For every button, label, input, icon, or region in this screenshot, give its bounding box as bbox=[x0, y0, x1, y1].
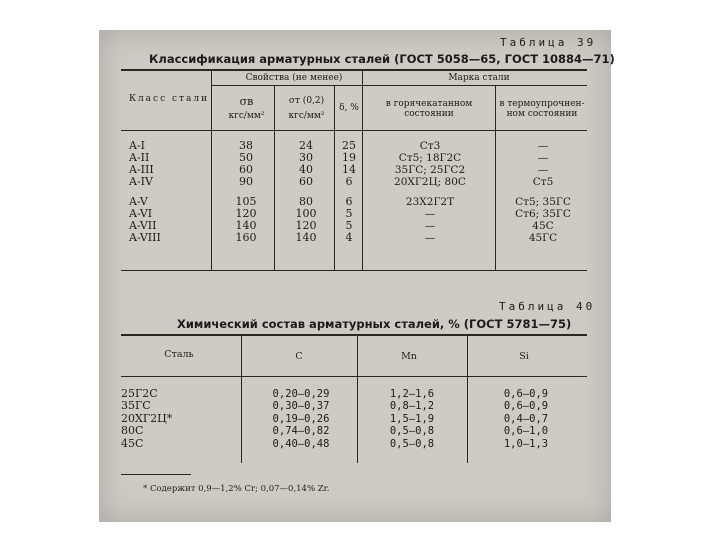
table-39-number: Таблица 39 bbox=[500, 36, 597, 49]
table-cell: 100 bbox=[295, 207, 317, 220]
table-cell: — bbox=[424, 220, 436, 232]
table-40-divider bbox=[467, 335, 468, 463]
table-cell: 19 bbox=[342, 151, 356, 164]
table-cell: — bbox=[537, 164, 549, 176]
mn-column bbox=[367, 388, 457, 450]
header-sigma-t-unit: кгс/мм² bbox=[288, 111, 325, 121]
table-cell: 90 bbox=[239, 175, 253, 188]
table-cell: 14 bbox=[342, 163, 356, 176]
table-39-header-rule bbox=[121, 130, 587, 131]
table-39-top-rule bbox=[121, 69, 587, 71]
table-cell: 0,40—0,48 bbox=[272, 437, 330, 450]
table-cell: 60 bbox=[239, 163, 253, 176]
header-hot-rolled: в горячекатанном состоянии bbox=[385, 99, 473, 120]
table-40-number: Таблица 40 bbox=[499, 300, 596, 313]
scanned-page bbox=[99, 30, 615, 522]
table-cell: 20ХГ2Ц; 80С bbox=[394, 176, 466, 188]
header-sigma-t: σт (0,2) bbox=[288, 96, 325, 106]
table-cell: 45ГС bbox=[528, 232, 558, 244]
table-cell: 0,30—0,37 bbox=[272, 400, 330, 413]
table-cell: 0,5—0,8 bbox=[389, 437, 435, 450]
table-40-divider bbox=[357, 335, 358, 463]
table-cell: 5 bbox=[345, 219, 353, 232]
header-grade: Марка стали bbox=[448, 73, 510, 83]
table-cell: A-VII bbox=[129, 219, 157, 232]
table-cell: 38 bbox=[239, 139, 253, 152]
table-cell: 5 bbox=[345, 207, 353, 220]
table-cell: 45С bbox=[121, 436, 144, 450]
table-cell: A-VI bbox=[129, 207, 153, 220]
table-40-top-rule bbox=[121, 334, 587, 336]
table-cell: Ст3 bbox=[419, 140, 441, 152]
table-cell: 20ХГ2Ц* bbox=[121, 411, 173, 425]
table-cell: — bbox=[537, 140, 549, 152]
table-cell: 140 bbox=[295, 231, 317, 244]
table-cell: A-IV bbox=[129, 175, 153, 188]
table-40-footnote: * Содержит 0,9—1,2% Cr; 0,07—0,14% Zr. bbox=[143, 484, 330, 494]
footnote-rule bbox=[121, 474, 191, 475]
table-cell: 80С bbox=[121, 424, 144, 438]
grade-rule bbox=[362, 85, 587, 86]
table-cell: A-V bbox=[129, 195, 148, 208]
table-cell: — bbox=[424, 208, 436, 220]
table-cell: 0,8—1,2 bbox=[389, 400, 435, 413]
sigma-b-column bbox=[221, 140, 271, 244]
table-cell: Ст6; 35ГС bbox=[515, 208, 571, 220]
table-39-divider bbox=[362, 70, 363, 270]
table-cell: 40 bbox=[299, 163, 313, 176]
header-si: Si bbox=[519, 351, 529, 362]
table-cell: 120 bbox=[235, 207, 257, 220]
c-column bbox=[251, 388, 351, 450]
header-delta: δ, % bbox=[339, 103, 359, 113]
table-cell: 24 bbox=[299, 139, 313, 152]
table-cell: 6 bbox=[345, 175, 353, 188]
table-40-title: Химический состав арматурных сталей, % (ГОСТ 5781—75) bbox=[177, 317, 572, 331]
table-cell: 25 bbox=[342, 139, 356, 152]
table-cell: Ст5; 18Г2С bbox=[398, 152, 462, 164]
si-column bbox=[481, 388, 571, 450]
table-cell: 0,6—1,0 bbox=[503, 425, 549, 438]
table-cell: 50 bbox=[239, 151, 253, 164]
table-cell: 30 bbox=[299, 151, 313, 164]
table-cell: 35ГС bbox=[121, 399, 151, 413]
table-cell: 6 bbox=[345, 195, 353, 208]
table-40-divider bbox=[241, 335, 242, 463]
properties-rule bbox=[211, 85, 362, 86]
header-sigma-b: σв bbox=[239, 95, 254, 108]
table-cell: 4 bbox=[345, 231, 353, 244]
table-39-divider bbox=[274, 86, 275, 270]
table-cell: 0,5—0,8 bbox=[389, 425, 435, 438]
header-sigma-b-unit: кгс/мм² bbox=[228, 111, 265, 121]
table-cell: 0,6—0,9 bbox=[503, 388, 549, 400]
steel-column bbox=[121, 388, 211, 450]
table-cell: 1,5—1,9 bbox=[389, 412, 435, 425]
table-cell: A-III bbox=[129, 163, 154, 176]
sigma-t-column bbox=[281, 140, 331, 244]
table-cell: 60 bbox=[299, 175, 313, 188]
table-cell: 120 bbox=[295, 219, 317, 232]
table-cell: Ст5 bbox=[532, 176, 554, 188]
table-cell: 1,2—1,6 bbox=[389, 388, 435, 400]
table-cell: 0,74—0,82 bbox=[272, 425, 330, 438]
header-class: Класс стали bbox=[129, 94, 210, 104]
table-cell: 105 bbox=[235, 195, 257, 208]
table-39-divider bbox=[495, 86, 496, 270]
table-cell: A-I bbox=[129, 139, 146, 152]
table-cell: 140 bbox=[235, 219, 257, 232]
table-cell: 35ГС; 25ГС2 bbox=[394, 164, 466, 176]
header-mn: Mn bbox=[401, 351, 417, 362]
header-c: C bbox=[295, 351, 303, 362]
table-cell: 0,4—0,7 bbox=[503, 412, 549, 425]
table-cell: 0,6—0,9 bbox=[503, 400, 549, 413]
table-cell: — bbox=[537, 152, 549, 164]
table-cell: 23Х2Г2Т bbox=[405, 196, 455, 208]
table-cell: A-VIII bbox=[129, 231, 161, 244]
table-cell: Ст5; 35ГС bbox=[515, 196, 571, 208]
header-thermo: в термоупрочнен-ном состоянии bbox=[499, 99, 585, 120]
table-39-divider bbox=[211, 70, 212, 270]
delta-column bbox=[337, 140, 361, 244]
table-40-header-rule bbox=[121, 376, 587, 377]
thermo-column bbox=[501, 140, 585, 244]
table-cell: A-II bbox=[129, 151, 150, 164]
table-cell: 45С bbox=[532, 220, 554, 232]
header-steel: Сталь bbox=[164, 349, 194, 360]
table-cell: — bbox=[424, 232, 436, 244]
table-cell: 0,20—0,29 bbox=[272, 388, 330, 400]
header-properties: Свойства (не менее) bbox=[245, 73, 343, 83]
table-cell: 160 bbox=[235, 231, 257, 244]
table-39-divider bbox=[334, 86, 335, 270]
table-cell: 1,0—1,3 bbox=[503, 437, 549, 450]
table-cell: 25Г2С bbox=[121, 387, 158, 400]
table-cell: 80 bbox=[299, 195, 313, 208]
table-39-bottom-rule bbox=[121, 270, 587, 271]
table-39-title: Классификация арматурных сталей (ГОСТ 5058—65, ГОСТ 10884—71) bbox=[149, 52, 615, 66]
hot-rolled-column bbox=[371, 140, 489, 244]
table-cell: 0,19—0,26 bbox=[272, 412, 330, 425]
class-column bbox=[129, 140, 204, 244]
